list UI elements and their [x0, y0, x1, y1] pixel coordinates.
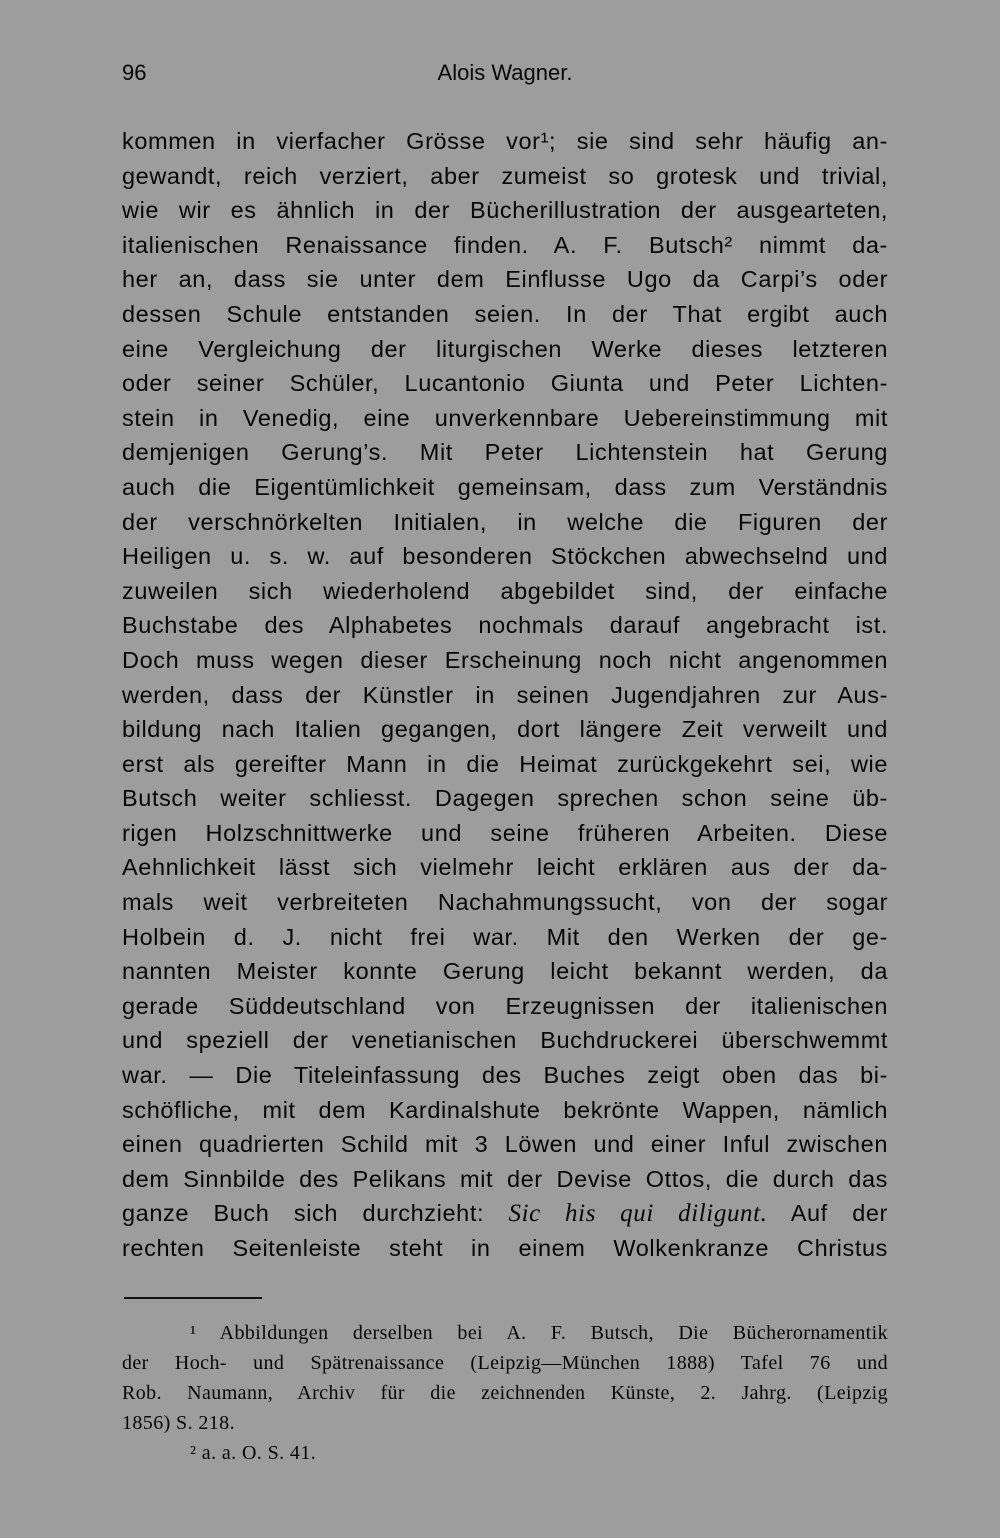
text-line: demjenigen Gerung’s. Mit Peter Lichtenstein hat Gerung [122, 439, 888, 466]
text-line: Heiligen u. s. w. auf besonderen Stöckchen abwechselnd und [122, 543, 888, 570]
text-line: kommen in vierfacher Grösse vor¹; sie sind sehr häufig an- [122, 128, 888, 154]
text-line: der verschnörkelten Initialen, in welche die Figuren der [122, 508, 888, 535]
text-line: eine Vergleichung der liturgischen Werke dieses letzteren [122, 335, 888, 362]
text-line: werden, dass der Künstler in seinen Jugendjahren zur Aus- [122, 681, 888, 708]
page-number: 96 [122, 60, 147, 85]
text-line: erst als gereifter Mann in die Heimat zurückgekehrt sei, wie [122, 750, 888, 777]
text-line: gewandt, reich verziert, aber zumeist so grotesk und trivial, [122, 162, 888, 189]
text-line: Holbein d. J. nicht frei war. Mit den Werken der ge- [122, 923, 888, 950]
text-line: Butsch weiter schliesst. Dagegen sprechen schon seine üb- [122, 785, 888, 812]
footnote-line: 1856) S. 218. [122, 1412, 235, 1434]
footnote-line: ² a. a. O. S. 41. [190, 1442, 317, 1464]
footnote-separator [124, 1297, 262, 1299]
text-line: auch die Eigentümlichkeit gemeinsam, dass zum Verständnis [122, 473, 888, 500]
main-text [122, 124, 888, 1266]
motto-line [122, 1196, 888, 1231]
text-line: dem Sinnbilde des Pelikans mit der Devise Ottos, die durch das [122, 1165, 888, 1192]
text-line: her an, dass sie unter dem Einflusse Ugo da Carpi’s oder [122, 266, 888, 293]
text-line: Aehnlichkeit lässt sich vielmehr leicht erklären aus der da- [122, 854, 888, 881]
text-line: gerade Süddeutschland von Erzeugnissen der italienischen [122, 992, 888, 1019]
text-line: Buchstabe des Alphabetes nochmals darauf angebracht ist. [122, 612, 888, 639]
page-header [122, 60, 888, 90]
footnote-line: der Hoch- und Spätrenaissance (Leipzig—München 1888) Tafel 76 und [122, 1352, 888, 1374]
motto-italic: Sic his qui diligunt. [508, 1200, 768, 1228]
text-line: rigen Holzschnittwerke und seine früheren Arbeiten. Diese [122, 819, 888, 846]
text-line: bildung nach Italien gegangen, dort längere Zeit verweilt und [122, 716, 888, 743]
text-line: Doch muss wegen dieser Erscheinung noch nicht angenommen [122, 646, 888, 673]
text-line: einen quadrierten Schild mit 3 Löwen und einer Inful zwischen [122, 1131, 888, 1158]
text-line: stein in Venedig, eine unverkennbare Uebereinstimmung mit [122, 404, 888, 431]
text-line: wie wir es ähnlich in der Bücherillustration der ausgearteten, [122, 197, 888, 224]
footnote-line: Rob. Naumann, Archiv für die zeichnenden Künste, 2. Jahrg. (Leipzig [122, 1382, 888, 1404]
footnote-line: ¹ Abbildungen derselben bei A. F. Butsch, Die Bücherornamentik [190, 1322, 888, 1344]
text-line: schöfliche, mit dem Kardinalshute bekrönte Wappen, nämlich [122, 1096, 888, 1123]
text-line: oder seiner Schüler, Lucantonio Giunta und Peter Lichten- [122, 370, 888, 397]
text-line: mals weit verbreiteten Nachahmungssucht, von der sogar [122, 889, 888, 916]
footnotes [122, 1318, 888, 1468]
motto-line-before: ganze Buch sich durchzieht: [122, 1200, 509, 1227]
text-line: war. — Die Titeleinfassung des Buches zeigt oben das bi- [122, 1062, 888, 1089]
text-line: italienischen Renaissance finden. A. F. Butsch² nimmt da- [122, 231, 888, 258]
running-head: Alois Wagner. [437, 60, 573, 85]
text-line: dessen Schule entstanden seien. In der That ergibt auch [122, 300, 888, 327]
text-line: nannten Meister konnte Gerung leicht bekannt werden, da [122, 958, 888, 985]
text-line: und speziell der venetianischen Buchdruckerei überschwemmt [122, 1027, 888, 1054]
text-line: zuweilen sich wiederholend abgebildet sind, der einfache [122, 577, 888, 604]
motto-line-after: Auf der [767, 1200, 888, 1227]
text-line: rechten Seitenleiste steht in einem Wolkenkranze Christus [122, 1235, 888, 1261]
